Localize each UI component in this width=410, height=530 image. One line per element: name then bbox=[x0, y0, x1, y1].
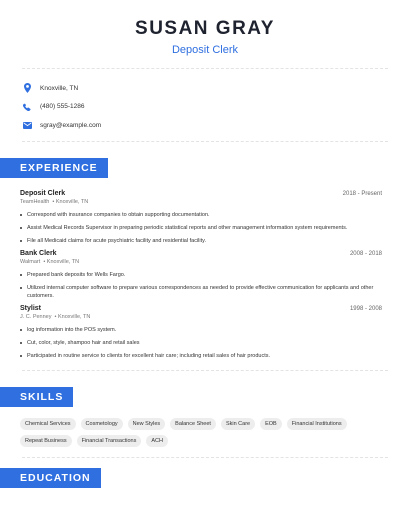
job-title: Deposit Clerk bbox=[20, 189, 66, 197]
job-entry bbox=[0, 305, 410, 360]
job-dates: 1998 - 2008 bbox=[349, 305, 382, 312]
skills-list bbox=[0, 418, 410, 447]
list-item: Participated in routine service to clients for excellent hair care; including retail sales of hair products. bbox=[20, 352, 382, 360]
contact-email bbox=[22, 116, 410, 134]
job-employer: TeamHealth • Knoxville, TN bbox=[20, 198, 89, 205]
job-employer: J. C. Penney • Knoxville, TN bbox=[20, 313, 91, 320]
skill-chip: Repeat Business bbox=[20, 435, 72, 447]
location-pin-icon bbox=[22, 83, 32, 93]
job-title: Stylist bbox=[20, 304, 42, 312]
contact-email-text: sgray@example.com bbox=[40, 121, 102, 129]
skill-chip: Cosmetology bbox=[81, 418, 123, 430]
candidate-title: Deposit Clerk bbox=[171, 44, 239, 56]
skill-chip: ACH bbox=[146, 435, 168, 447]
job-title: Bank Clerk bbox=[20, 249, 57, 257]
candidate-name: SUSAN GRAY bbox=[135, 18, 275, 39]
phone-icon bbox=[22, 102, 32, 112]
list-item: Cut, color, style, shampoo hair and retail sales bbox=[20, 339, 382, 347]
skill-chip: Financial Institutions bbox=[287, 418, 347, 430]
email-icon bbox=[22, 120, 32, 130]
section-heading-education: EDUCATION bbox=[0, 468, 101, 488]
contact-phone-text: (480) 555-1286 bbox=[40, 103, 85, 110]
job-employer: Walmart • Knoxville, TN bbox=[20, 258, 80, 265]
list-item: Prepared bank deposits for Wells Fargo. bbox=[20, 271, 382, 279]
skills-divider bbox=[22, 457, 388, 458]
contact-phone bbox=[22, 98, 410, 116]
skill-chip: EOB bbox=[260, 418, 282, 430]
job-company: TeamHealth bbox=[20, 198, 50, 205]
job-location: Knoxville, TN bbox=[58, 313, 91, 320]
job-location: Knoxville, TN bbox=[46, 258, 80, 265]
skill-chip: Chemical Services bbox=[20, 418, 76, 430]
section-heading-skills: SKILLS bbox=[0, 387, 73, 407]
experience-list bbox=[0, 190, 410, 360]
list-item: Correspond with insurance companies to obtain supporting documentation. bbox=[20, 211, 382, 219]
job-bullets bbox=[20, 326, 382, 360]
job-entry bbox=[0, 250, 410, 300]
resume-header bbox=[0, 0, 410, 56]
job-location: Knoxville, TN bbox=[55, 198, 89, 205]
list-item: Assist Medical Records Supervisor in preparing periodic statistical reports and other management information system requirements. bbox=[20, 224, 382, 232]
list-item: log information into the POS system. bbox=[20, 326, 382, 334]
skill-chip: Financial Transactions bbox=[77, 435, 142, 447]
skill-chip: New Styles bbox=[128, 418, 166, 430]
skill-chip: Skin Care bbox=[221, 418, 255, 430]
skill-chip: Balance Sheet bbox=[170, 418, 216, 430]
experience-divider bbox=[22, 370, 388, 371]
job-dates: 2018 - Present bbox=[342, 190, 382, 197]
job-bullets bbox=[20, 211, 382, 245]
job-entry bbox=[0, 190, 410, 245]
job-dates: 2008 - 2018 bbox=[349, 250, 382, 257]
list-item: File all Medicaid claims for acute psychiatric facility and residential facility. bbox=[20, 237, 382, 245]
contact-location bbox=[22, 79, 410, 97]
job-bullets bbox=[20, 271, 382, 300]
contact-divider bbox=[22, 141, 388, 142]
section-heading-experience: EXPERIENCE bbox=[0, 158, 108, 178]
contact-list bbox=[0, 69, 410, 141]
contact-location-text: Knoxville, TN bbox=[40, 84, 79, 92]
job-company: J. C. Penney bbox=[20, 313, 52, 320]
list-item: Utilized internal computer software to prepare various correspondences as needed to provide effective communication for applicants and other customers. bbox=[20, 284, 382, 300]
job-company: Walmart bbox=[20, 258, 41, 265]
